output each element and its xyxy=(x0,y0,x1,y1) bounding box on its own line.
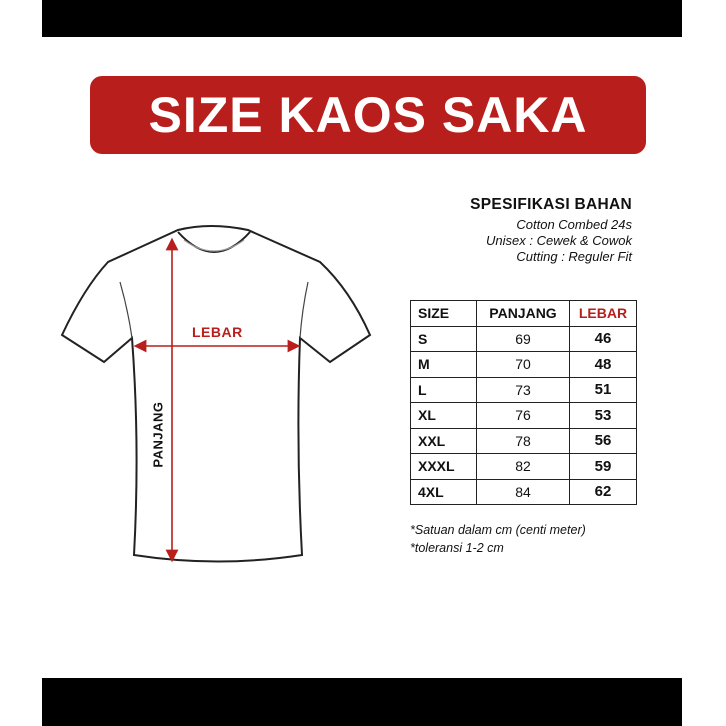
table-row xyxy=(411,403,637,429)
cell-lebar: 59 xyxy=(570,454,637,480)
cell-lebar: 48 xyxy=(570,352,637,378)
table-row xyxy=(411,479,637,505)
bottom-black-bar xyxy=(42,678,682,726)
cell-panjang: 76 xyxy=(477,403,570,429)
cell-lebar: 46 xyxy=(570,326,637,352)
cell-panjang: 69 xyxy=(477,326,570,352)
table-row xyxy=(411,352,637,378)
tshirt-outline xyxy=(62,226,370,562)
page-title: SIZE KAOS SAKA xyxy=(148,87,588,143)
cell-lebar: 53 xyxy=(570,403,637,429)
table-row xyxy=(411,377,637,403)
cell-lebar: 56 xyxy=(570,428,637,454)
length-label: PANJANG xyxy=(150,401,166,468)
cell-size: M xyxy=(411,352,477,378)
spec-line-fabric: Cotton Combed 24s xyxy=(516,217,632,232)
spec-line-unisex: Unisex : Cewek & Cowok xyxy=(486,233,632,248)
table-row xyxy=(411,454,637,480)
size-table xyxy=(410,300,637,505)
specs-heading: SPESIFIKASI BAHAN xyxy=(470,196,632,213)
spec-line-cutting: Cutting : Reguler Fit xyxy=(516,249,632,264)
cell-size: L xyxy=(411,377,477,403)
note-tolerance: *toleransi 1-2 cm xyxy=(410,541,504,555)
cell-size: XL xyxy=(411,403,477,429)
cell-size: XXL xyxy=(411,428,477,454)
cell-size: 4XL xyxy=(411,479,477,505)
cell-panjang: 73 xyxy=(477,377,570,403)
cell-lebar: 62 xyxy=(570,479,637,505)
table-notes xyxy=(410,521,586,557)
cell-panjang: 78 xyxy=(477,428,570,454)
table-header-row xyxy=(411,301,637,327)
table-row xyxy=(411,428,637,454)
cell-panjang: 70 xyxy=(477,352,570,378)
cell-lebar: 51 xyxy=(570,377,637,403)
cell-size: XXXL xyxy=(411,454,477,480)
width-label: LEBAR xyxy=(192,324,243,340)
header-panjang: PANJANG xyxy=(477,301,570,327)
cell-panjang: 82 xyxy=(477,454,570,480)
header-lebar: LEBAR xyxy=(570,301,637,327)
table-row xyxy=(411,326,637,352)
material-specs xyxy=(470,196,632,265)
header-size: SIZE xyxy=(411,301,477,327)
cell-size: S xyxy=(411,326,477,352)
note-unit: *Satuan dalam cm (centi meter) xyxy=(410,523,586,537)
cell-panjang: 84 xyxy=(477,479,570,505)
